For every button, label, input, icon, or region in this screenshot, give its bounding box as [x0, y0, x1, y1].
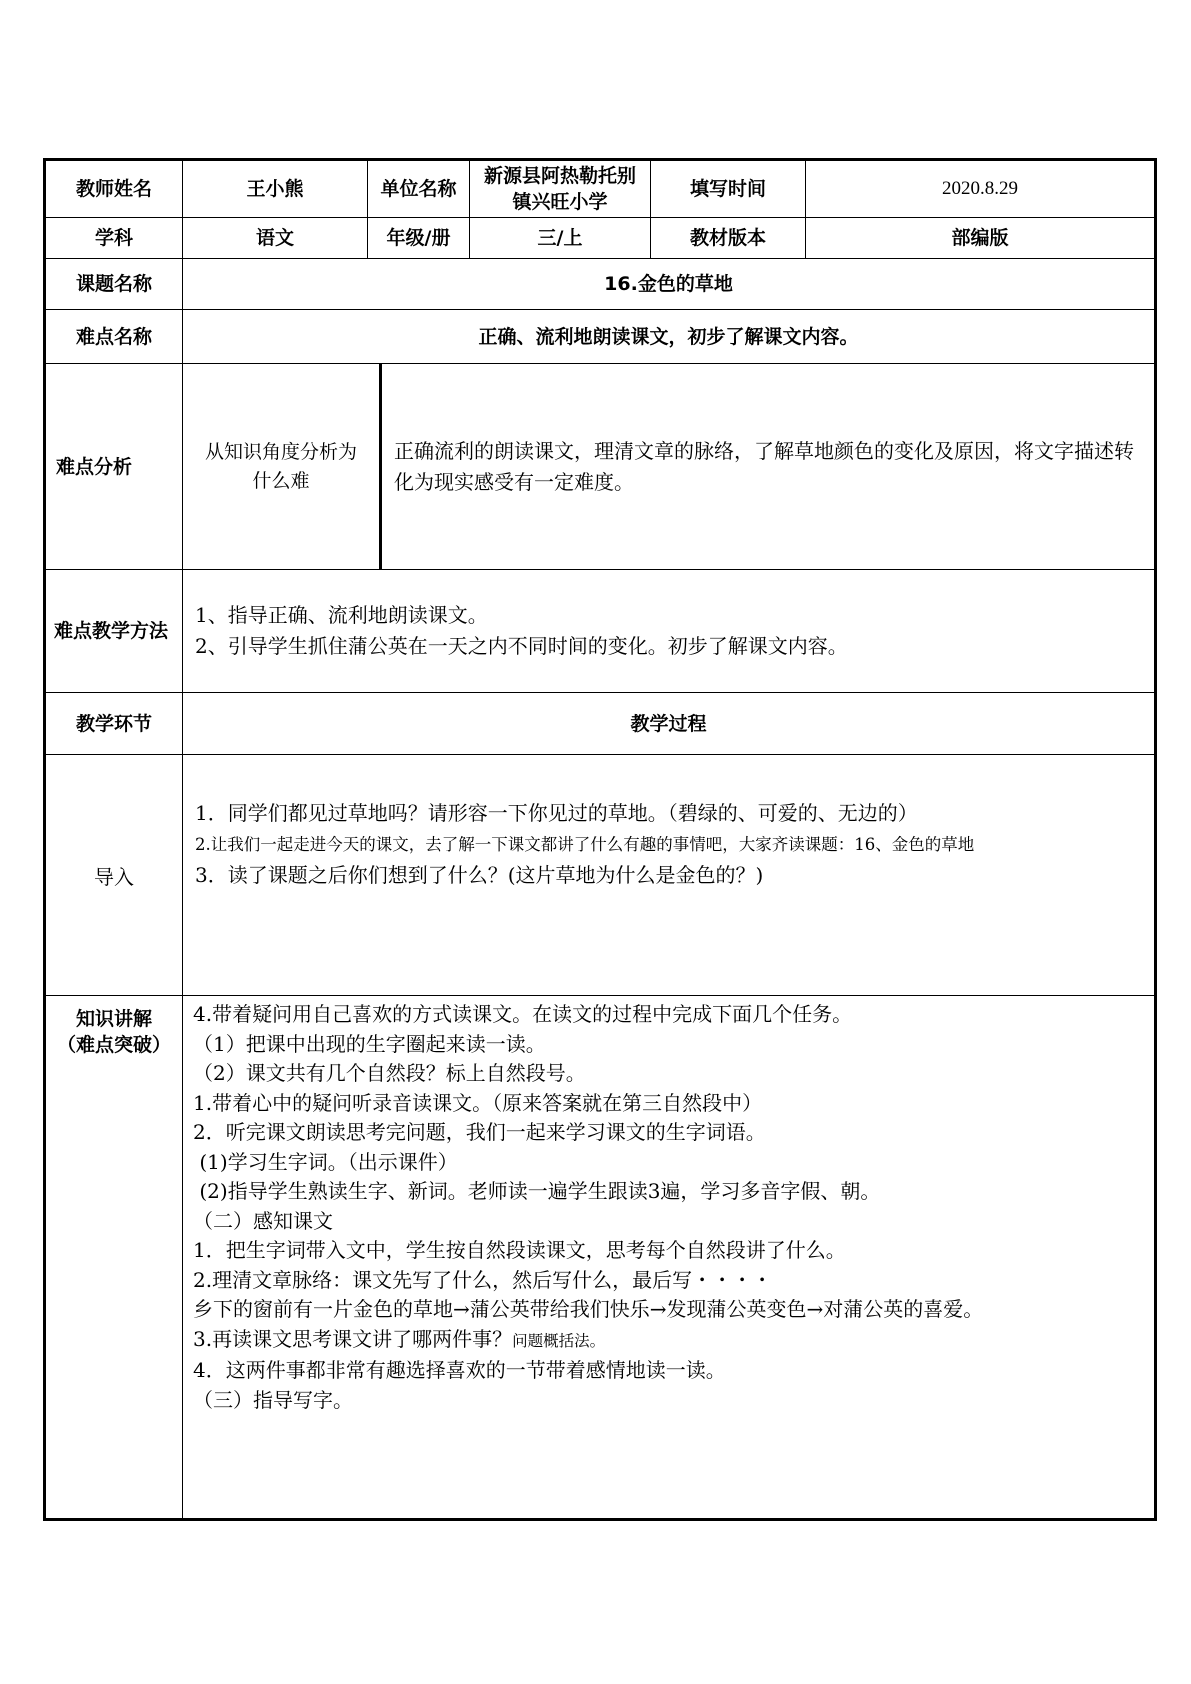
knowledge-line-9: 1．把生字词带入文中，学生按自然段读课文，思考每个自然段讲了什么。 — [193, 1238, 846, 1262]
knowledge-line-7: (2)指导学生熟读生字、新词。老师读一遍学生跟读3遍，学习多音字假、朝。 — [193, 1179, 881, 1203]
knowledge-line-1: 4.带着疑问用自己喜欢的方式读课文。在读文的过程中完成下面几个任务。 — [193, 1002, 853, 1026]
textbook-value: 部编版 — [805, 217, 1157, 259]
analysis-label: 难点分析 — [43, 363, 183, 570]
lesson-title-label: 课题名称 — [43, 258, 183, 310]
knowledge-line-12-note: 问题概括法。 — [512, 1331, 606, 1350]
difficulty-value: 正确、流利地朗读课文，初步了解课文内容。 — [182, 309, 1157, 364]
subject-label: 学科 — [43, 217, 183, 259]
process-label: 教学过程 — [182, 692, 1157, 755]
unit-label: 单位名称 — [367, 158, 470, 218]
knowledge-line-12 — [193, 1325, 1146, 1357]
method-content — [182, 569, 1157, 693]
fill-time-label: 填写时间 — [650, 158, 806, 218]
intro-content — [182, 754, 1157, 996]
knowledge-line-5: 2．听完课文朗读思考完问题，我们一起来学习课文的生字词语。 — [193, 1120, 766, 1144]
knowledge-line-6: (1)学习生字词。（出示课件） — [193, 1149, 458, 1174]
unit-value-line2: 镇兴旺小学 — [512, 191, 608, 213]
knowledge-content — [182, 995, 1157, 1521]
textbook-label: 教材版本 — [650, 217, 806, 259]
knowledge-line-11: 乡下的窗前有一片金色的草地→蒲公英带给我们快乐→发现蒲公英变色→对蒲公英的喜爱。 — [193, 1297, 984, 1321]
lesson-title-value: 16.金色的草地 — [182, 258, 1157, 310]
knowledge-line-13: 4．这两件事都非常有趣选择喜欢的一节带着感情地读一读。 — [193, 1358, 726, 1382]
analysis-sub-label-line1: 从知识角度分析为 — [204, 440, 357, 463]
unit-value-line1: 新源县阿热勒托别 — [483, 165, 636, 187]
lesson-plan-table — [43, 158, 1157, 1521]
fill-time-value: 2020.8.29 — [805, 158, 1157, 218]
intro-line-2: 2.让我们一起走进今天的课文，去了解一下课文都讲了什么有趣的事情吧，大家齐读课题：16、金色的草地 — [195, 835, 975, 854]
subject-value: 语文 — [182, 217, 368, 259]
intro-label: 导入 — [43, 754, 183, 996]
analysis-content: 正确流利的朗读课文，理清文章的脉络，了解草地颜色的变化及原因，将文字描述转化为现实感受有一定难度。 — [379, 363, 1157, 570]
method-line-2: 2、引导学生抓住蒲公英在一天之内不同时间的变化。初步了解课文内容。 — [195, 634, 848, 658]
difficulty-label: 难点名称 — [43, 309, 183, 364]
method-label: 难点教学方法 — [43, 569, 183, 693]
teacher-name-value: 王小熊 — [182, 158, 368, 218]
knowledge-line-14: （三）指导写字。 — [193, 1387, 353, 1412]
knowledge-line-12-text: 3.再读课文思考课文讲了哪两件事？ — [193, 1326, 513, 1351]
grade-label: 年级/册 — [367, 217, 470, 259]
knowledge-label-line2: （难点突破） — [56, 1034, 171, 1056]
unit-value — [469, 158, 651, 218]
analysis-sub-label — [182, 363, 380, 570]
knowledge-line-4: 1.带着心中的疑问听录音读课文。（原来答案就在第三自然段中） — [193, 1090, 763, 1115]
teacher-name-label: 教师姓名 — [43, 158, 183, 218]
knowledge-line-3: （2）课文共有几个自然段？标上自然段号。 — [193, 1061, 586, 1085]
intro-line-3: 3．读了课题之后你们想到了什么？(这片草地为什么是金色的？) — [195, 863, 764, 887]
knowledge-line-2: （1）把课中出现的生字圈起来读一读。 — [193, 1031, 546, 1056]
knowledge-label-line1: 知识讲解 — [75, 1008, 152, 1030]
analysis-sub-label-line2: 什么难 — [252, 469, 310, 492]
stage-label: 教学环节 — [43, 692, 183, 755]
grade-value: 三/上 — [469, 217, 651, 259]
method-line-1: 1、指导正确、流利地朗读课文。 — [195, 603, 488, 627]
knowledge-line-10: 2.理清文章脉络：课文先写了什么，然后写什么，最后写・・・・ — [193, 1267, 773, 1292]
intro-line-1: 1．同学们都见过草地吗？请形容一下你见过的草地。（碧绿的、可爱的、无边的） — [195, 801, 918, 825]
knowledge-label — [43, 995, 183, 1521]
knowledge-line-8: （二）感知课文 — [193, 1208, 333, 1233]
